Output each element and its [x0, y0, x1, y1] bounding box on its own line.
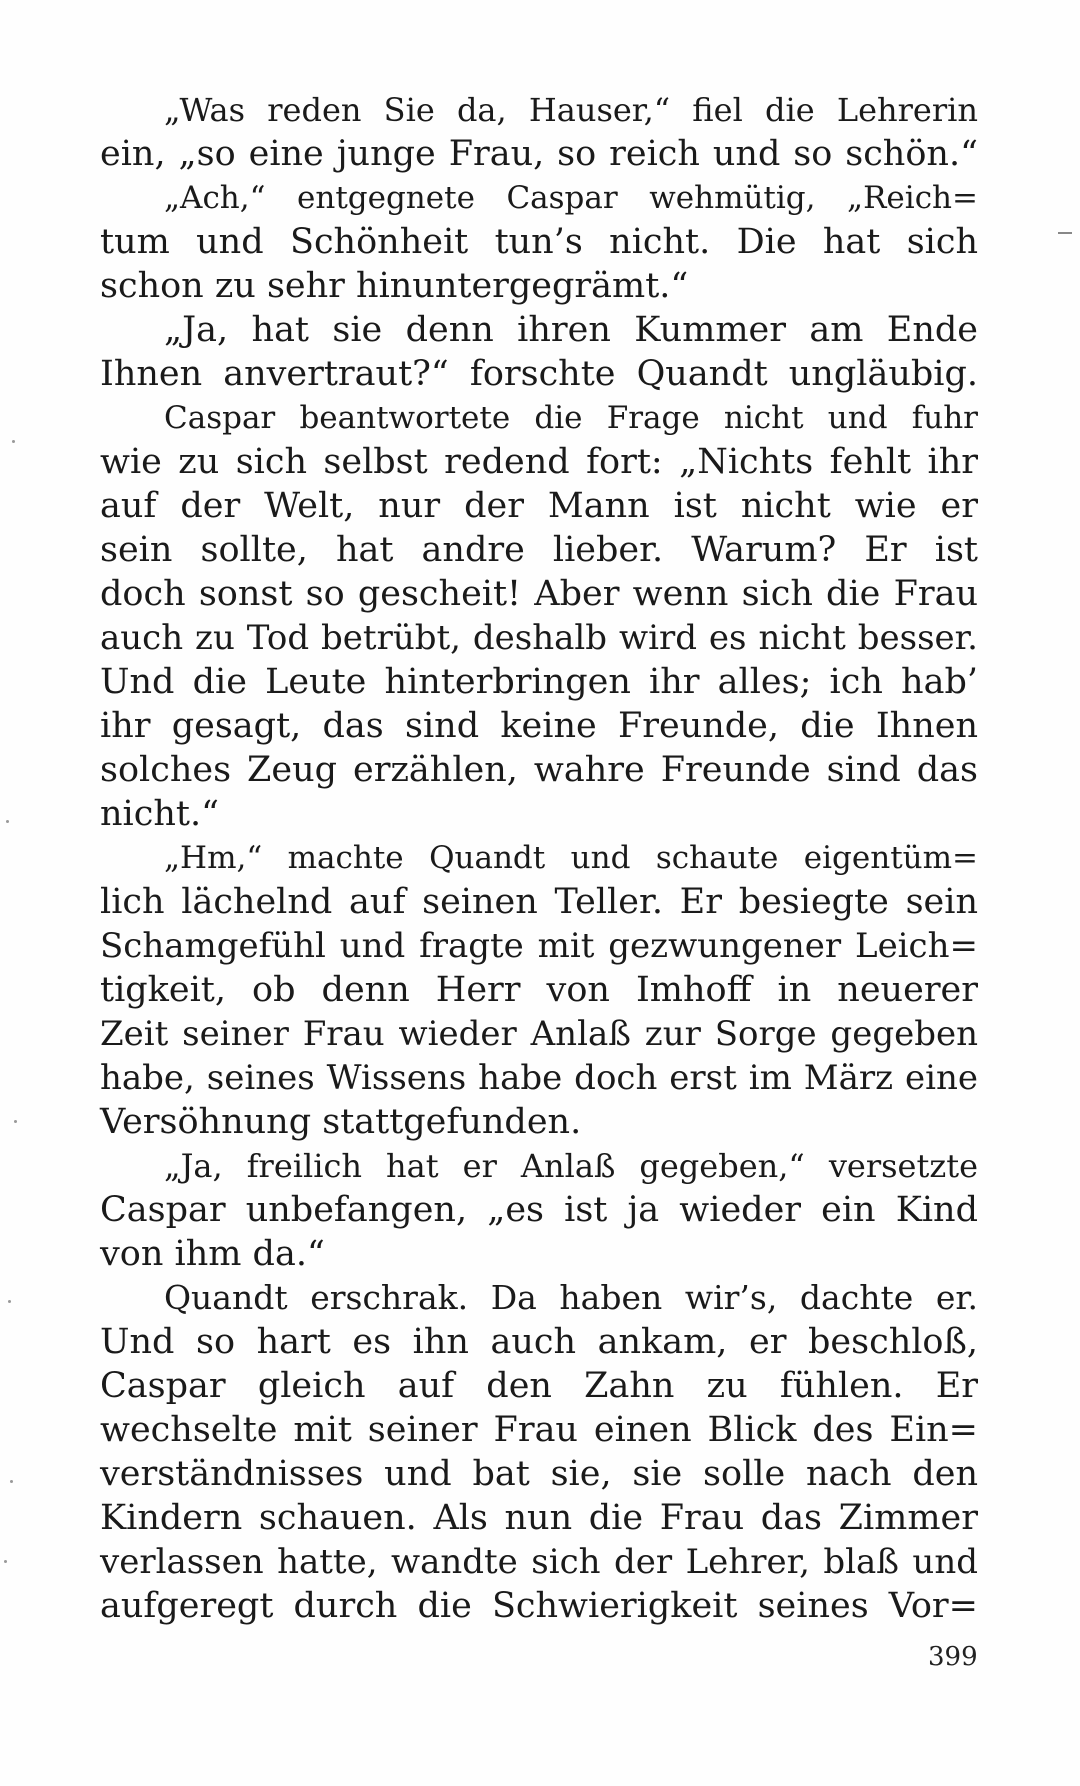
text-line: Und die Leute hinterbringen ihr alles; ich hab’ — [100, 662, 978, 702]
speck — [14, 1120, 17, 1123]
text-line: tum und Schönheit tun’s nicht. Die hat sich — [100, 222, 978, 262]
text-line: von ihm da.“ — [100, 1234, 325, 1274]
text-line: „Ach,“ entgegnete Caspar wehmütig, „Reich= — [164, 180, 978, 216]
page-body-text — [100, 88, 978, 1628]
text-line: solches Zeug erzählen, wahre Freunde sind das — [100, 750, 978, 790]
text-line: Schamgefühl und fragte mit gezwungener Leich= — [100, 926, 978, 966]
text-line: nicht.“ — [100, 794, 219, 834]
speck — [8, 1300, 11, 1303]
right-edge-mark — [1058, 232, 1072, 234]
speck — [6, 820, 9, 823]
text-line: auch zu Tod betrübt, deshalb wird es nicht besser. — [100, 618, 978, 658]
text-line: „Was reden Sie da, Hauser,“ fiel die Lehrerin — [164, 91, 978, 129]
speck — [10, 1480, 13, 1483]
text-line: wie zu sich selbst redend fort: „Nichts fehlt ihr — [100, 442, 978, 482]
text-line: sein sollte, hat andre lieber. Warum? Er ist — [100, 530, 978, 570]
text-line: Caspar gleich auf den Zahn zu fühlen. Er — [100, 1366, 978, 1406]
text-line: verständnisses und bat sie, sie solle nach den — [100, 1454, 978, 1494]
text-line: aufgeregt durch die Schwierigkeit seines Vor= — [100, 1586, 978, 1626]
text-line: Kindern schauen. Als nun die Frau das Zimmer — [100, 1498, 978, 1538]
text-line: Zeit seiner Frau wieder Anlaß zur Sorge gegeben — [100, 1014, 978, 1054]
text-line: „Hm,“ machte Quandt und schaute eigentüm= — [164, 840, 978, 876]
text-line: Quandt erschrak. Da haben wir’s, dachte er. — [164, 1278, 978, 1317]
speck — [12, 440, 15, 443]
text-line: Caspar beantwortete die Frage nicht und fuhr — [164, 400, 978, 436]
text-line: doch sonst so gescheit! Aber wenn sich die Frau — [100, 574, 978, 614]
text-line: schon zu sehr hinuntergegrämt.“ — [100, 266, 689, 306]
text-line: „Ja, hat sie denn ihren Kummer am Ende — [164, 310, 978, 350]
text-line: tigkeit, ob denn Herr von Imhoff in neuerer — [100, 970, 978, 1010]
text-line: ein, „so eine junge Frau, so reich und so schön.“ — [100, 134, 978, 174]
text-line: „Ja, freilich hat er Anlaß gegeben,“ versetzte — [164, 1147, 978, 1185]
speck — [4, 1560, 7, 1563]
text-line: Und so hart es ihn auch ankam, er beschloß, — [100, 1322, 978, 1362]
text-line: Versöhnung stattgefunden. — [100, 1102, 582, 1142]
text-line: Caspar unbefangen, „es ist ja wieder ein Kind — [100, 1190, 978, 1230]
text-line: verlassen hatte, wandte sich der Lehrer, blaß und — [100, 1542, 978, 1582]
text-line: Ihnen anvertraut?“ forschte Quandt ungläubig. — [100, 354, 978, 394]
text-line: ihr gesagt, das sind keine Freunde, die Ihnen — [100, 706, 978, 746]
text-line: lich lächelnd auf seinen Teller. Er besiegte sein — [100, 882, 978, 922]
left-edge-specks — [0, 0, 30, 1786]
text-line: auf der Welt, nur der Mann ist nicht wie er — [100, 486, 978, 526]
page-number: 399 — [928, 1642, 978, 1672]
text-line: habe, seines Wissens habe doch erst im März eine — [100, 1058, 978, 1098]
text-line: wechselte mit seiner Frau einen Blick des Ein= — [100, 1410, 978, 1450]
